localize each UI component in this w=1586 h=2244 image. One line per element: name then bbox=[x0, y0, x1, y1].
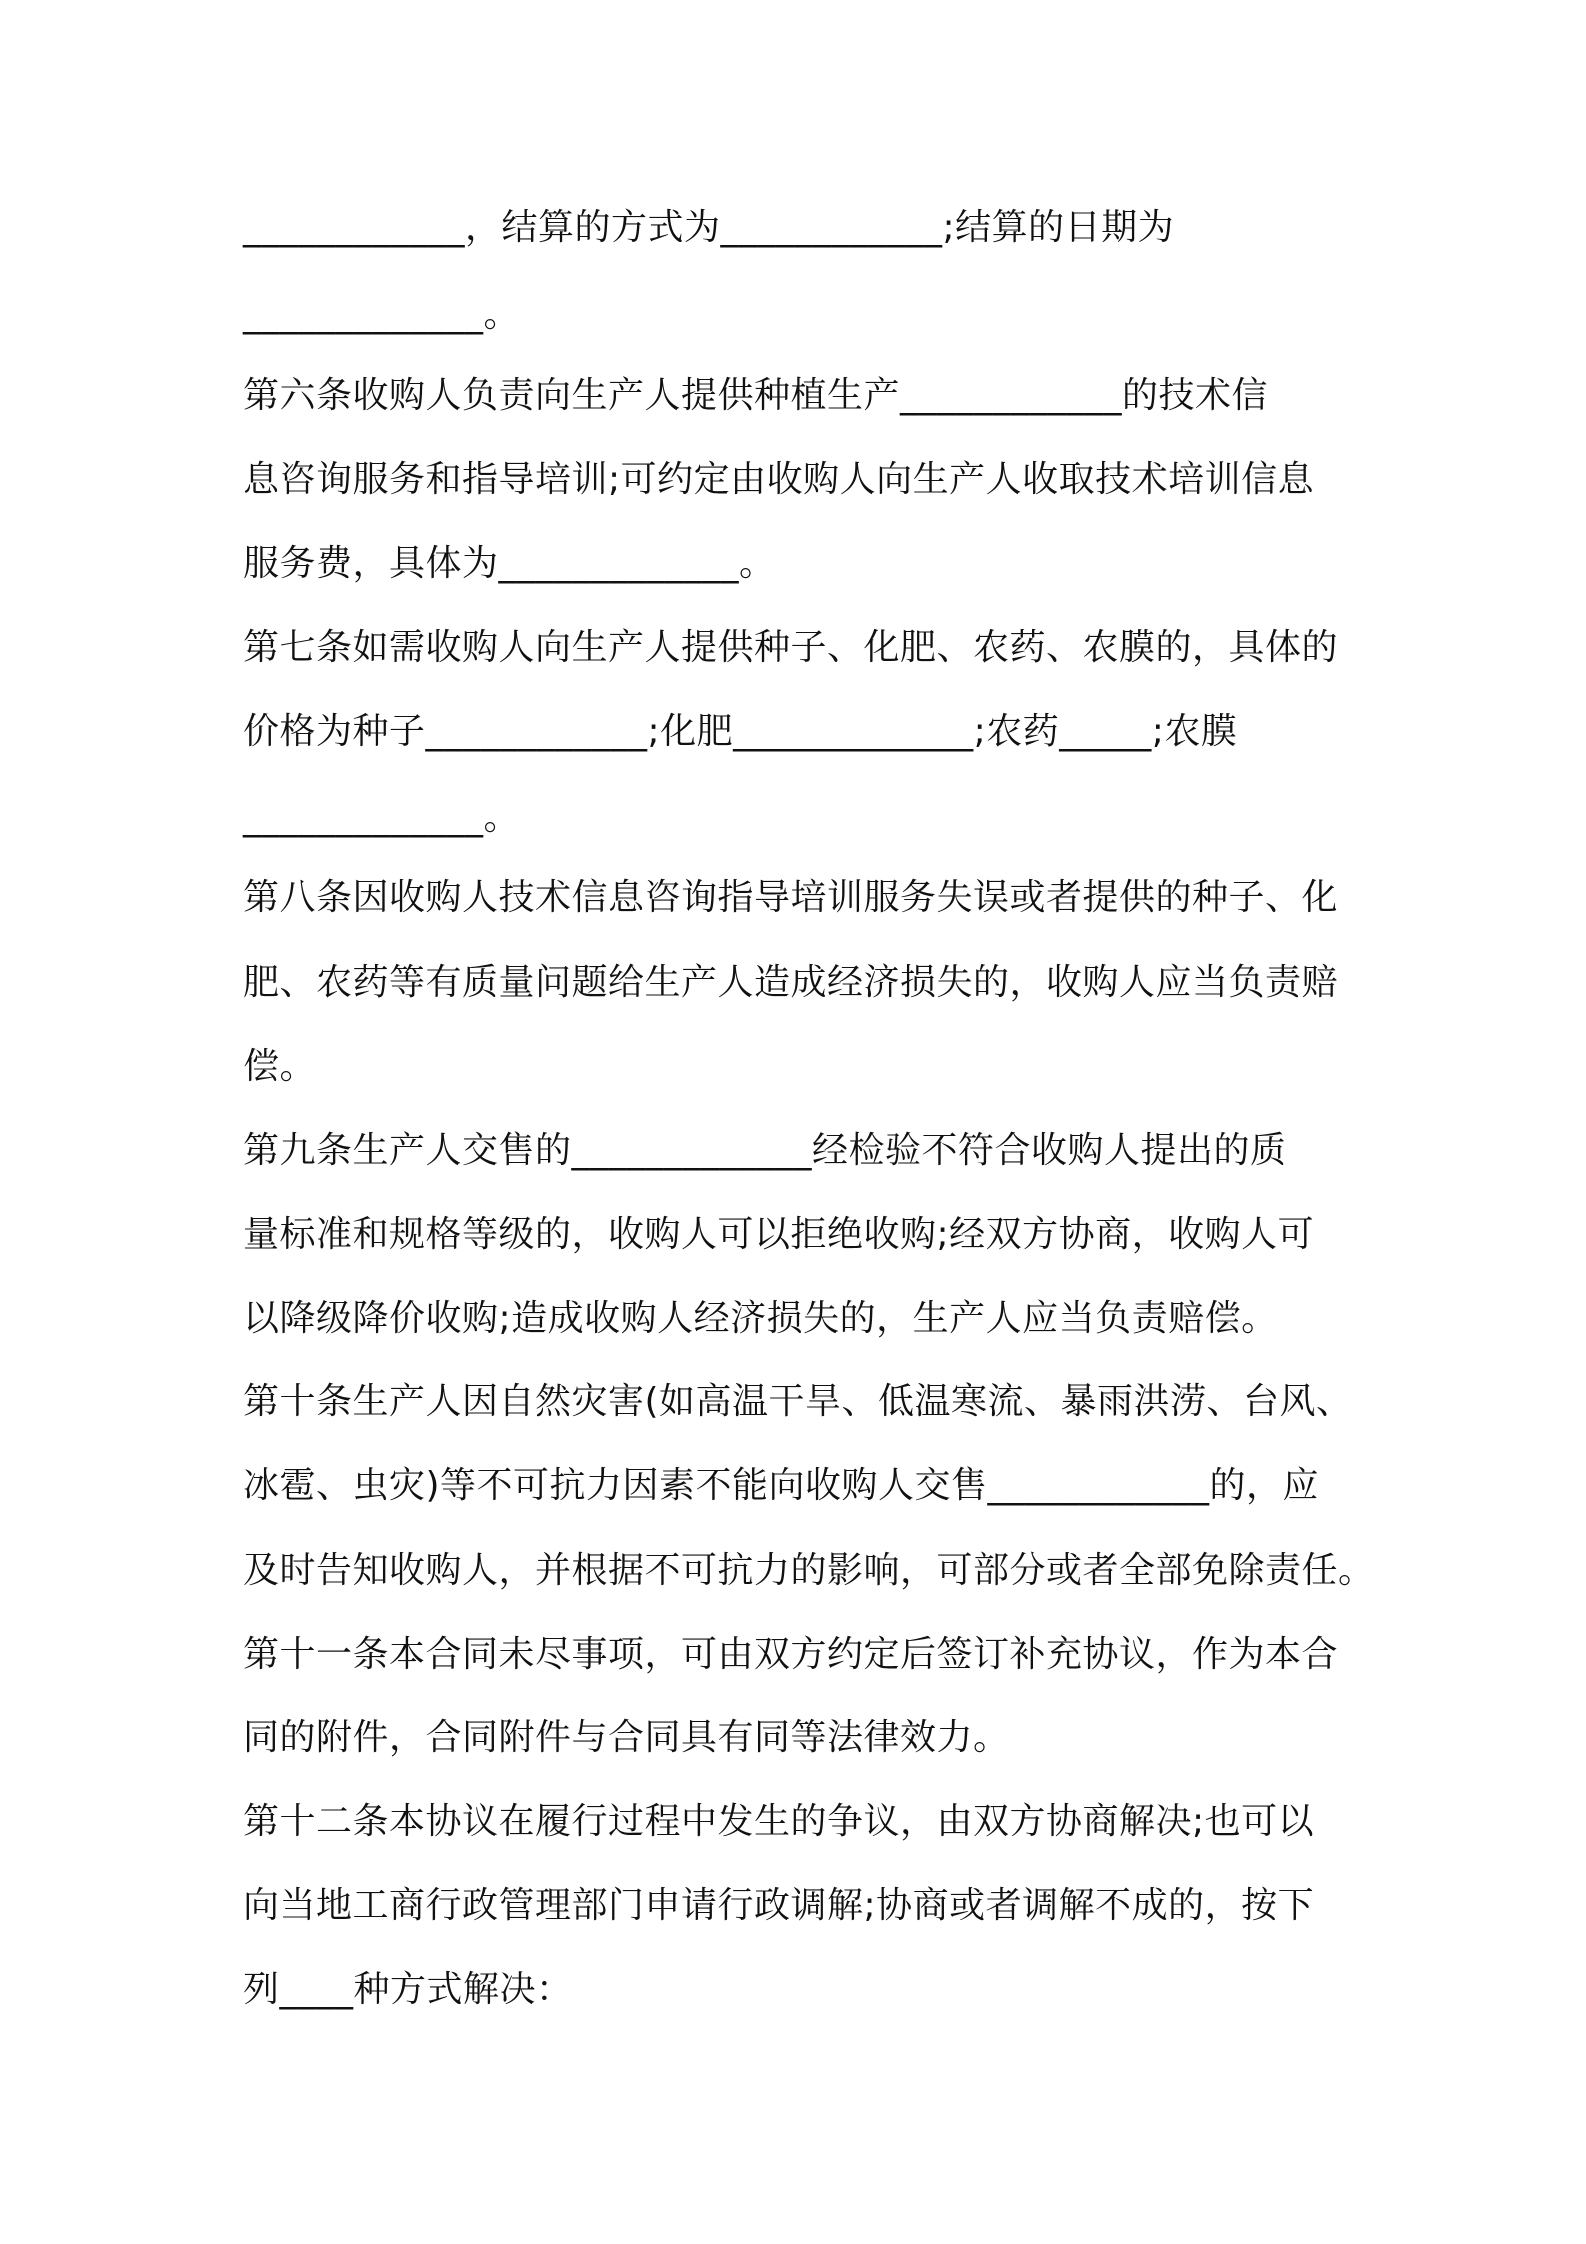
text-line: 同的附件，合同附件与合同具有同等法律效力。 bbox=[243, 1717, 1010, 1758]
text-line: 列____种方式解决： bbox=[243, 1969, 573, 2010]
text-line: 向当地工商行政管理部门申请行政调解;协商或者调解不成的，按下 bbox=[243, 1885, 1315, 1926]
text-line: 量标准和规格等级的，收购人可以拒绝收购;经双方协商，收购人可 bbox=[243, 1214, 1315, 1255]
text-line: 冰雹、虫灾)等不可抗力因素不能向收购人交售____________的，应 bbox=[243, 1465, 1320, 1506]
text-line: 第十条生产人因自然灾害(如高温干旱、低温寒流、暴雨洪涝、台风、 bbox=[243, 1381, 1353, 1422]
text-line: 第七条如需收购人向生产人提供种子、化肥、农药、农膜的，具体的 bbox=[243, 627, 1339, 668]
text-line: 服务费，具体为_____________。 bbox=[243, 543, 776, 584]
text-line: 息咨询服务和指导培训;可约定由收购人向生产人收取技术培训信息 bbox=[243, 459, 1315, 500]
text-line: 第十一条本合同未尽事项，可由双方约定后签订补充协议，作为本合 bbox=[243, 1634, 1339, 1675]
text-line: 肥、农药等有质量问题给生产人造成经济损失的，收购人应当负责赔 bbox=[243, 962, 1339, 1003]
text-line: 以降级降价收购;造成收购人经济损失的，生产人应当负责赔偿。 bbox=[243, 1298, 1278, 1339]
text-line: _____________。 bbox=[243, 797, 520, 838]
text-line: ____________，结算的方式为____________;结算的日期为 bbox=[243, 207, 1175, 248]
text-line: 偿。 bbox=[243, 1046, 317, 1087]
text-line: _____________。 bbox=[243, 294, 520, 335]
text-line: 及时告知收购人，并根据不可抗力的影响，可部分或者全部免除责任。 bbox=[243, 1550, 1375, 1591]
text-line: 价格为种子____________;化肥_____________;农药_____;农膜 bbox=[243, 711, 1238, 752]
text-line: 第十二条本协议在履行过程中发生的争议，由双方协商解决;也可以 bbox=[243, 1801, 1315, 1842]
text-line: 第九条生产人交售的_____________经检验不符合收购人提出的质 bbox=[243, 1130, 1287, 1171]
text-line: 第八条因收购人技术信息咨询指导培训服务失误或者提供的种子、化 bbox=[243, 877, 1339, 918]
text-line: 第六条收购人负责向生产人提供种植生产____________的技术信 bbox=[243, 375, 1269, 416]
